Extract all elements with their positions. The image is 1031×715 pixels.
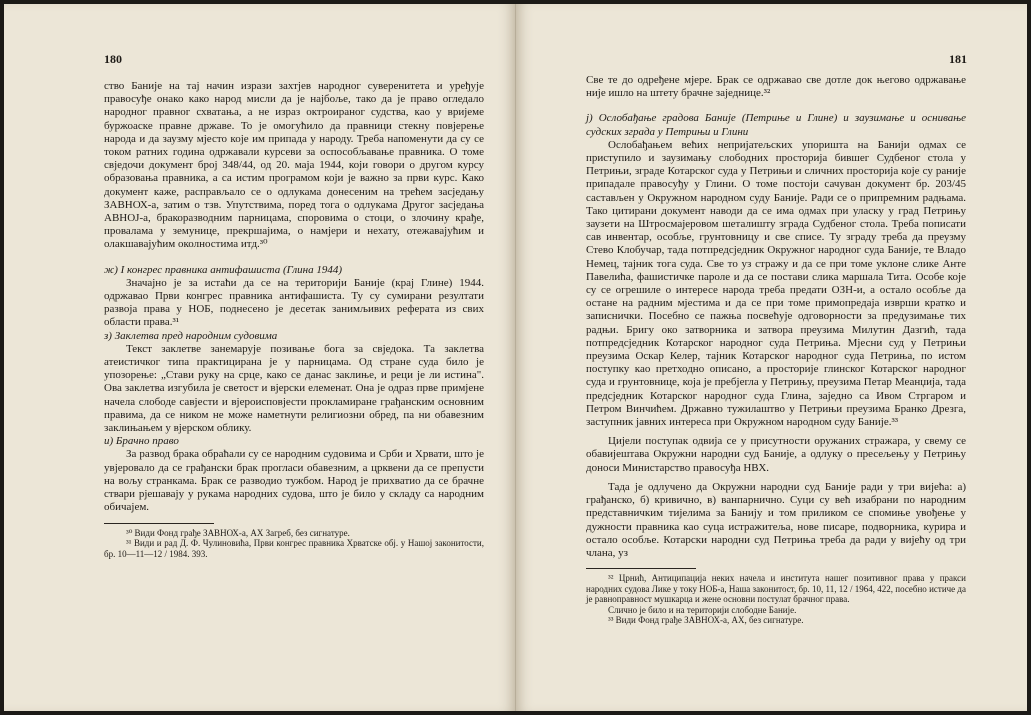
section-heading: ж) I конгрес правника антифашиста (Глина 1944)	[104, 263, 342, 276]
body-paragraph: Текст заклетве занемарује позивање бога за свједока. Та заклетва атеистичког типа практицирана је у парницама. Од стране суда било је упозорење: „Стави руку на срце, како се данас заклиње, и реци је ли истина". Ова заклетва изгубила је светост и вјерски елеменат. Она је одраз прве примјене начела слободе савјести и вјероисповјести прокламиране грађанским основним правима, да се ником не може наметнути религиозни обред, па ни обавезним заклињањем у вјерском облику.	[104, 342, 484, 435]
right-page	[516, 4, 1027, 711]
footnote: Слично је било и на територији слободне Баније.	[608, 604, 797, 615]
body-paragraph: Ослобађањем већих непријатељских упоришта на Банији одмах се приступило и заузимању слободних просторија бившег Судбеног стола у Петрињи, зграде Котарског суда у Петрињи и сличних просторија које су раније припадале правосуђу у Глини. О томе постоји сачуван документ бр. 203/45 састављен у Окружном народном суду Баније. Ради се о припремним радњама. Тако цитирани документ наводи да се има одмах при уласку у град Петрињу заузети на Штросмајеровом шеталишту зграда Судбеног стола. Треба пописати сав инвентар, особље, грунтовницу и све списе. Ту зграду треба да преузму Стево Клобучар, тада потпредсједник Окружног народног суда Баније, те Владо Немец, тајник тога суда. Све то уз стражу и да се при томе уклоне слике Анте Павелића, фашистичке пароле и да се постави слика маршала Тита. Особе које су се огрешиле о интересе народа треба предати ОЗН-и, а остало особље да остане на радним мјестима и да се при томе примопредаја изврши кратко и записнички. Посебно се пажња посвећује одговорности за предузимање тих радњи. Бригу око затворника и затвора преузима Милутин Дазгић, тада потпредсједник Котарског народног суда Петриња. Мјесни суд у Петрињи преузима Оскар Келер, тајник Котарског народног суда Петриња, по истом поступку као претходно описано, а просторије глинског Котарског народног суда и грунтовнице, која је пребјегла у Петрињу, преузима Петар Меанџија, тада предсједник Котарског народног суда Глина, заједно са Ивом Стргаром и Петром Винчићем. Државно тужилаштво у Петрињи преузима Бранко Дрезга, заступник јавних интереса при Окружном народном суду Баније.³³	[586, 138, 966, 429]
left-page	[4, 4, 516, 711]
footnote: ³⁰ Види Фонд грађе ЗАВНОХ-а, АХ Загреб, без сигнатуре.	[126, 527, 350, 538]
page-number: 180	[104, 52, 122, 66]
footnote: ³¹ Види и рад Д. Ф. Чулиновића, Први конгрес правника Хрватске обј. у Нашој законитости, бр. 10—11—12 / 1984. 393.	[104, 538, 484, 559]
footnote: ³² Црнић, Антиципација неких начела и института нашег позитивног права у пракси народних судова Лике у току НОБ-а, Наша законитост, бр. 10, 11, 12 / 1964, 422, посебно истиче да је равноправност мушкарца и жене основни постулат брачног права.	[586, 573, 966, 605]
left-text-block	[104, 80, 484, 559]
book-spread	[4, 4, 1027, 711]
section-heading: и) Брачно право	[104, 435, 179, 448]
right-text-block	[586, 74, 966, 626]
footnote: ³³ Види Фонд грађе ЗАВНОХ-а, АХ, без сигнатуре.	[608, 615, 804, 626]
body-paragraph: Цијели поступак одвија се у присутности оружаних стражара, у свему се обавијештава Окружни народни суд Баније, а одлуку о пресељењу у Петрињу доноси Министарство правосуђа НВХ.	[586, 435, 966, 474]
body-paragraph: Све те до одређене мјере. Брак се одржавао све дотле док његово одржавање није ишло на штету брачне заједнице.³²	[586, 74, 966, 100]
page-number: 181	[949, 52, 967, 66]
body-paragraph: Тада је одлучено да Окружни народни суд Баније ради у три вијећа: а) грађанско, б) кривично, в) ванпарнично. Суци су већ изабрани по народним представничким тијелима за Банију и том приликом се спомиње увођење у дужности правника као суца истражитеља, нове писаре, подворника, курира и остало особље. Котарски народни суд Петриња треба да ради у вијећу од три члана, уз	[586, 480, 966, 559]
body-paragraph: За развод брака обраћали су се народним судовима и Срби и Хрвати, што је увјеровало да се грађански брак проглаcи обавезним, а црквени да се препусти на вољу странкама. Брак се разводио тужбом. Народ је прихватио да се брачне ствари рјешавају у рукама народних судова, што је било у складу са народним обичајем.	[104, 448, 484, 514]
body-paragraph: ство Баније на тај начин изрази захтјев народног суверенитета и уређује правосуђе онако како народ мисли да је најбоље, тако да је право огледало народног правног схватања, а не израз октроираног судства, као у вријеме буржоаске правне државе. То је омогућило да правници стекну повјерење народа и да заузму мјесто које им припада у народу. Треба напоменути да су се током ратних година одржавали курсеви за оспособљавање правника. О томе свједочи документ број 348/44, од 20. маја 1944, који говори о другом курсу образовања правника, а са истим програмом који је важно за први курс. Како документ каже, расправљало се о одлукама донесеним на трећем засједању ЗАВНОХ-а, затим о тзв. Упутствима, поред тога о одлукама Другог засједања АВНОЈ-а, бракоразводним парницама, споровима о стоци, о злочину крађе, провалама у земунице, прекршајима, о намјери и нехату, отежавајућим и олакшавајућим околностима итд.³⁰	[104, 80, 484, 251]
section-heading: з) Заклетва пред народним судовима	[104, 329, 278, 342]
footnote-rule	[586, 568, 696, 569]
section-heading: ј) Ослобађање градова Баније (Петриње и Глине) и заузимање и оснивање судских зграда у Петрињи и Глини	[586, 112, 966, 138]
body-paragraph: Значајно је за истаћи да се на територији Баније (крај Глине) 1944. одржавао Први конгрес правника антифашиста. Ту су сумирани резултати развоја права у НОБ, поднесено је десетак занимљивих реферата из свих области права.³¹	[104, 276, 484, 329]
footnote-rule	[104, 523, 214, 524]
